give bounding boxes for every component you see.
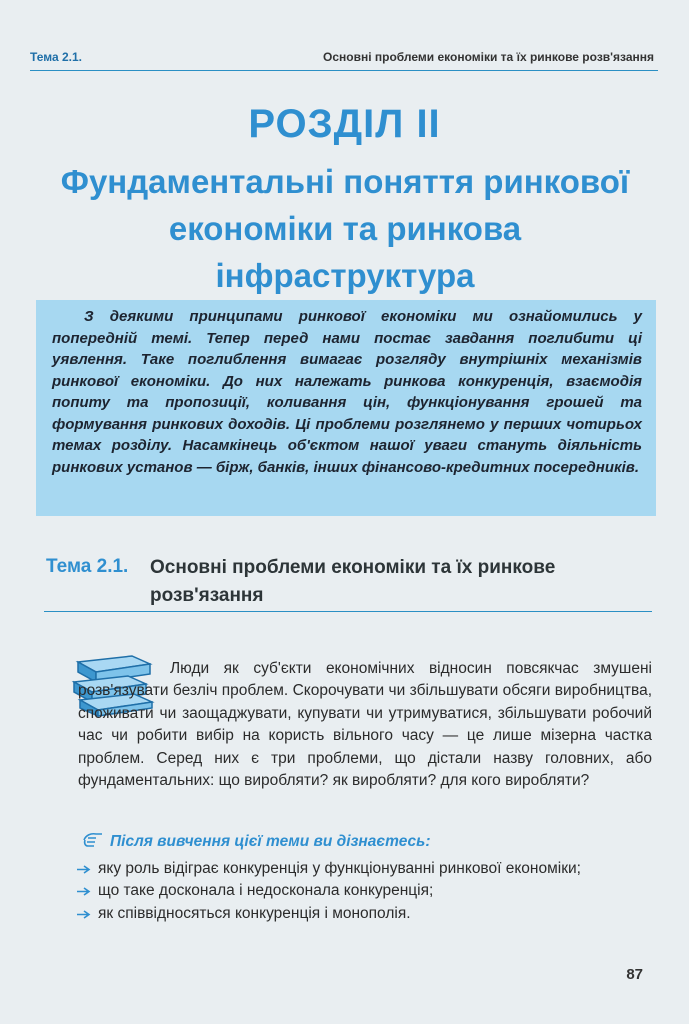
arrow-right-icon: [76, 865, 91, 874]
intro-text: З деякими принципами ринкової економіки ми ознайомились у попередній темі. Тепер перед нами постає завдання поглибити ці уявлення. Таке поглиблення вимагає розгляду внутрішніх механізмів ринкової економіки. До них належать ринкова конкуренція, взаємодія попиту та пропозиції, коливання цін, функціонування грошей та формування ринкових доходів. Ці проблеми розглянемо у перших чотирьох темах розділу. Насамкінець об'єктом нашої уваги стануть діяльність ринкових установ — бірж, банків, інших фінансово-кредитних посередників.: [52, 308, 642, 476]
topic-number: Тема 2.1.: [46, 556, 129, 577]
list-item: [76, 858, 652, 880]
list-item-text: як співвідносяться конкуренція і монополія.: [98, 904, 411, 922]
list-item: [76, 903, 652, 925]
running-header-topic: Тема 2.1.: [30, 50, 82, 64]
pointing-hand-icon: [82, 831, 104, 849]
learn-list: [76, 858, 652, 925]
page-number: 87: [626, 966, 643, 983]
list-item-text: яку роль відіграє конкуренція у функціонуванні ринкової економіки;: [98, 860, 581, 877]
arrow-right-icon: [76, 910, 91, 919]
learn-heading-row: [82, 831, 431, 855]
running-header-title: Основні проблеми економіки та їх ринкове розв'язання: [323, 50, 654, 64]
topic-title: Основні проблеми економіки та їх ринкове розв'язання: [150, 557, 556, 606]
section-title: Фундаментальні поняття ринкової економіки та ринкова інфраструктура: [60, 163, 630, 294]
running-header: [30, 48, 658, 71]
body-paragraph: Люди як суб'єкти економічних відносин повсякчас змушені розв'язувати безліч проблем. Скорочувати чи збільшувати обсяги виробництва, споживати чи заощаджувати, купувати чи утримуватися, збільшувати робочий час чи робити вибір на користь вільного часу — це лише мізерна частка проблем. Серед них є три проблеми, що дістали назву головних, або фундаментальних: що виробляти? як виробляти? для кого виробляти?: [78, 660, 652, 790]
list-item: [76, 880, 652, 902]
learn-heading: Після вивчення цієї теми ви дізнаєтесь:: [110, 833, 431, 850]
list-item-text: що таке досконала і недосконала конкуренція;: [98, 882, 434, 900]
arrow-right-icon: [76, 887, 91, 896]
section-label: РОЗДІЛ ІІ: [248, 102, 441, 146]
topic-divider: [44, 611, 652, 612]
